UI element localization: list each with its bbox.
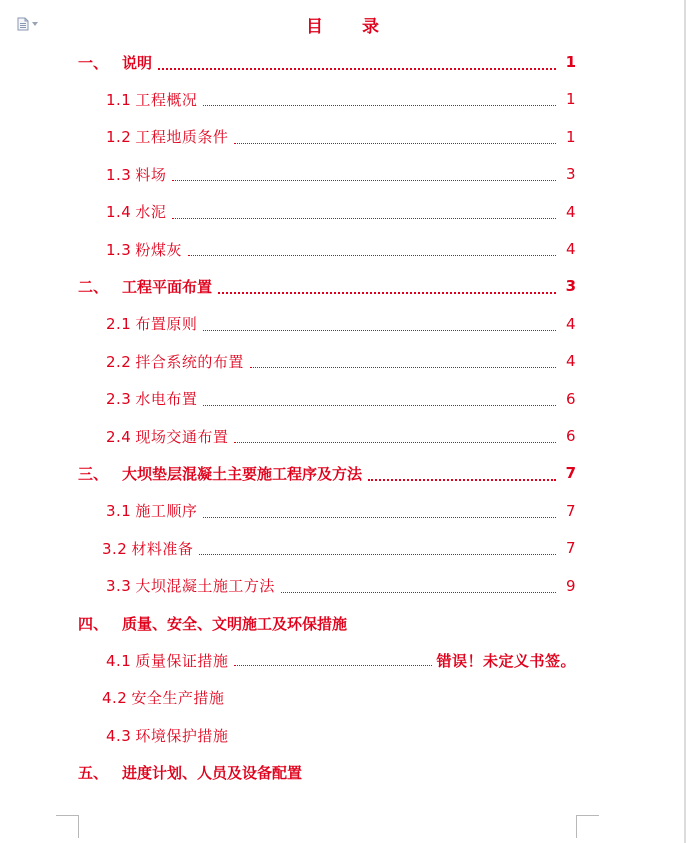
toc-entry[interactable]	[106, 200, 576, 224]
toc-entry-number: 1.3	[106, 240, 132, 259]
toc-entry-text: 说明	[122, 53, 153, 72]
toc-entry-number: 4.2	[102, 689, 128, 708]
dot-leader	[199, 553, 556, 555]
toc-page-number: 3	[565, 165, 576, 184]
toc-entry-number: 3.3	[106, 577, 132, 596]
toc-entry-label	[106, 164, 166, 185]
toc-entry-label	[102, 687, 224, 708]
dot-leader	[234, 142, 556, 144]
toc-entry[interactable]	[106, 424, 576, 448]
toc-entry[interactable]	[106, 237, 576, 261]
toc-page-number: 6	[565, 427, 576, 445]
toc-entry-label	[106, 388, 197, 409]
toc-entry-number: 4.3	[106, 726, 132, 745]
toc-entry-text: 安全生产措施	[131, 689, 225, 708]
toc-entry-number: 2.3	[106, 390, 132, 409]
toc-page-number: 1	[565, 127, 576, 146]
dot-leader	[250, 366, 556, 368]
toc-entry-number: 1.1	[106, 90, 132, 109]
toc-page-number: 4	[565, 314, 576, 333]
toc-entry[interactable]	[78, 274, 576, 298]
toc-entry-text: 大坝垫层混凝土主要施工程序及方法	[122, 464, 363, 483]
toc-page-number: 1	[565, 90, 576, 109]
toc-entry-label	[106, 126, 228, 147]
toc-entry-text: 粉煤灰	[135, 240, 182, 259]
toc-entry[interactable]	[106, 723, 576, 747]
toc-page-number: 6	[565, 389, 576, 408]
toc-entry-number: 1.3	[106, 165, 132, 184]
toc-entry-text: 大坝混凝土施工方法	[135, 577, 275, 596]
toc-entry[interactable]	[106, 125, 576, 149]
toc-entry-label	[78, 276, 212, 297]
toc-entry-number: 2.2	[106, 352, 132, 371]
toc-page-number: 9	[565, 576, 576, 595]
toc-page-number: 1	[565, 53, 576, 71]
toc-entry-text: 质量保证措施	[135, 651, 229, 670]
margin-corner-mark	[576, 815, 599, 838]
toc-page-number: 7	[565, 464, 576, 483]
dot-leader	[203, 516, 556, 518]
toc-entry-label	[106, 426, 228, 447]
toc-entry-label	[106, 89, 197, 110]
toc-entry-number: 二、	[78, 277, 109, 296]
toc-title	[0, 12, 686, 37]
dot-leader	[281, 591, 556, 593]
dot-leader	[158, 67, 556, 70]
toc-entry-number: 三、	[78, 464, 109, 483]
dot-leader	[172, 217, 556, 219]
toc-entry-text: 材料准备	[131, 539, 194, 558]
toc-entry[interactable]	[78, 761, 576, 785]
toc-entry-text: 质量、安全、文明施工及环保措施	[122, 614, 348, 633]
title-char: 录	[362, 17, 380, 37]
toc-entry-text: 工程地质条件	[135, 128, 229, 147]
toc-entry[interactable]	[78, 461, 576, 485]
toc-entry-label	[106, 313, 197, 334]
toc-entry[interactable]	[106, 387, 576, 411]
toc-entry-text: 环境保护措施	[135, 726, 229, 745]
dot-leader	[234, 664, 432, 666]
toc-entry[interactable]	[106, 162, 576, 186]
toc-entry-text: 布置原则	[135, 315, 198, 334]
dot-leader	[218, 291, 556, 294]
toc-page-number: 4	[565, 240, 576, 258]
toc-entry-number: 1.4	[106, 203, 132, 222]
toc-entry-number: 4.1	[106, 651, 132, 670]
toc-entry-label	[78, 762, 302, 783]
toc-entry-text: 水泥	[135, 203, 167, 222]
toc-entry[interactable]	[102, 686, 576, 710]
dot-leader	[368, 478, 556, 481]
toc-entry[interactable]	[106, 648, 576, 672]
toc-entry-text: 拌合系统的布置	[135, 352, 244, 371]
toc-page-number: 3	[565, 277, 576, 296]
toc-entry-label	[78, 613, 347, 634]
toc-entry-label	[106, 725, 228, 746]
toc-entry-text: 水电布置	[135, 390, 198, 409]
dot-leader	[203, 104, 556, 106]
toc-entry-text: 料场	[135, 165, 167, 184]
toc-entry-text: 现场交通布置	[135, 427, 229, 446]
toc-page-number: 4	[565, 202, 576, 221]
toc-entry-label	[106, 500, 197, 521]
toc-entry-label	[106, 201, 166, 222]
toc-entry-number: 3.1	[106, 502, 132, 521]
toc-entry[interactable]	[106, 87, 576, 111]
toc-entry[interactable]	[106, 499, 576, 523]
toc-entry-text: 进度计划、人员及设备配置	[122, 764, 303, 783]
toc-entry-number: 五、	[78, 764, 109, 783]
dot-leader	[203, 329, 556, 331]
toc-entry-text: 施工顺序	[135, 502, 198, 521]
dot-leader	[188, 254, 556, 256]
toc-entry[interactable]	[106, 574, 576, 598]
toc-entry-label	[102, 538, 193, 559]
toc-entry[interactable]	[106, 312, 576, 336]
toc-entry[interactable]	[78, 611, 576, 635]
title-char: 目	[306, 17, 324, 37]
bookmark-error-text: 错误！未定义书签。	[436, 651, 576, 670]
toc-entry-number: 3.2	[102, 539, 128, 558]
toc-entry[interactable]	[106, 349, 576, 373]
dot-leader	[203, 404, 556, 406]
toc-page-number: 7	[565, 539, 576, 558]
toc-entry-number: 2.1	[106, 315, 132, 334]
toc-entry-number: 2.4	[106, 427, 132, 446]
toc-entry[interactable]	[102, 536, 576, 560]
toc-entry-label	[106, 239, 182, 260]
dot-leader	[234, 441, 556, 443]
dot-leader	[172, 179, 556, 181]
toc-page-number: 4	[565, 352, 576, 371]
toc-entry-number: 1.2	[106, 128, 132, 147]
toc-entry-label	[106, 650, 228, 671]
toc-entry-text: 工程概况	[135, 90, 198, 109]
toc-page-number: 7	[565, 501, 576, 520]
toc-entry[interactable]	[78, 50, 576, 74]
toc-entry-label	[78, 52, 152, 73]
margin-corner-mark	[56, 815, 79, 838]
toc-entry-number: 四、	[78, 614, 109, 633]
toc-entry-label	[106, 351, 244, 372]
toc-entry-number: 一、	[78, 53, 109, 72]
toc-entry-label	[78, 463, 362, 484]
toc-entry-label	[106, 575, 275, 596]
toc-entry-text: 工程平面布置	[122, 277, 213, 296]
